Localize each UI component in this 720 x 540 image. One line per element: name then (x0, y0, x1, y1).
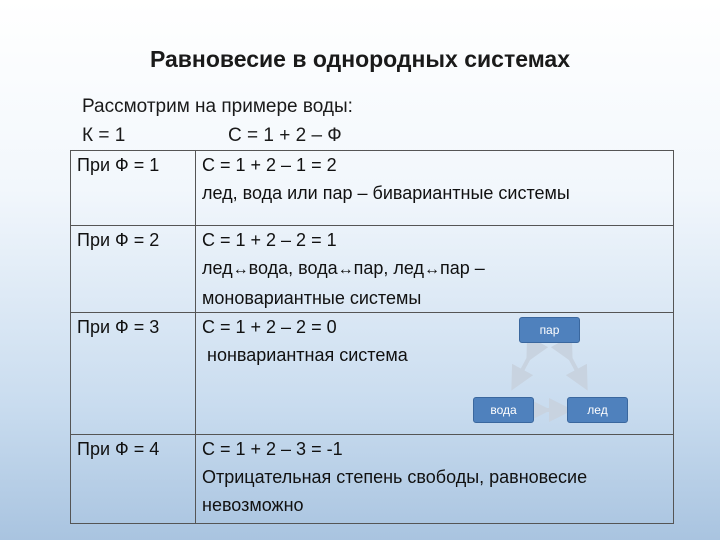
phase-condition: При Ф = 4 (71, 435, 196, 524)
phase-rule-table (70, 150, 674, 524)
table-row (71, 435, 674, 524)
double-arrow-icon: ↔ (424, 261, 441, 278)
slide-title: Равновесие в однородных системах (149, 46, 571, 72)
degrees-equation: С = 1 + 2 – 1 = 2 (202, 155, 337, 175)
row-content (196, 226, 674, 313)
system-description: Отрицательная степень свободы, равновесие невозможно (202, 467, 588, 515)
desc-part: вода, вода (248, 258, 338, 278)
row-content (196, 151, 674, 226)
components-count: К = 1 (82, 125, 126, 146)
system-description: лед, вода или пар – бивариантные системы (202, 183, 570, 203)
phase-condition: При Ф = 1 (71, 151, 196, 226)
degrees-equation: С = 1 + 2 – 2 = 0 (202, 317, 337, 337)
phase-condition: При Ф = 3 (71, 313, 196, 435)
desc-part: пар – (440, 258, 485, 278)
degrees-equation: С = 1 + 2 – 2 = 1 (202, 230, 337, 250)
table-row (71, 226, 674, 313)
intro-text: Рассмотрим на примере воды: (82, 96, 353, 117)
node-voda: вода (473, 397, 534, 423)
double-arrow-icon: ↔ (232, 261, 249, 278)
phase-rule-formula: С = 1 + 2 – Ф (228, 125, 342, 146)
system-description: нонвариантная система (202, 345, 408, 365)
system-description-cont: моновариантные системы (202, 288, 422, 308)
double-arrow-icon: ↔ (337, 261, 354, 278)
node-led: лед (567, 397, 628, 423)
degrees-equation: С = 1 + 2 – 3 = -1 (202, 439, 343, 459)
desc-part: пар, лед (353, 258, 425, 278)
desc-part: лед (202, 258, 233, 278)
system-description (202, 254, 673, 284)
row-content (196, 435, 674, 524)
table-row (71, 151, 674, 226)
node-par: пар (519, 317, 580, 343)
phase-condition: При Ф = 2 (71, 226, 196, 313)
